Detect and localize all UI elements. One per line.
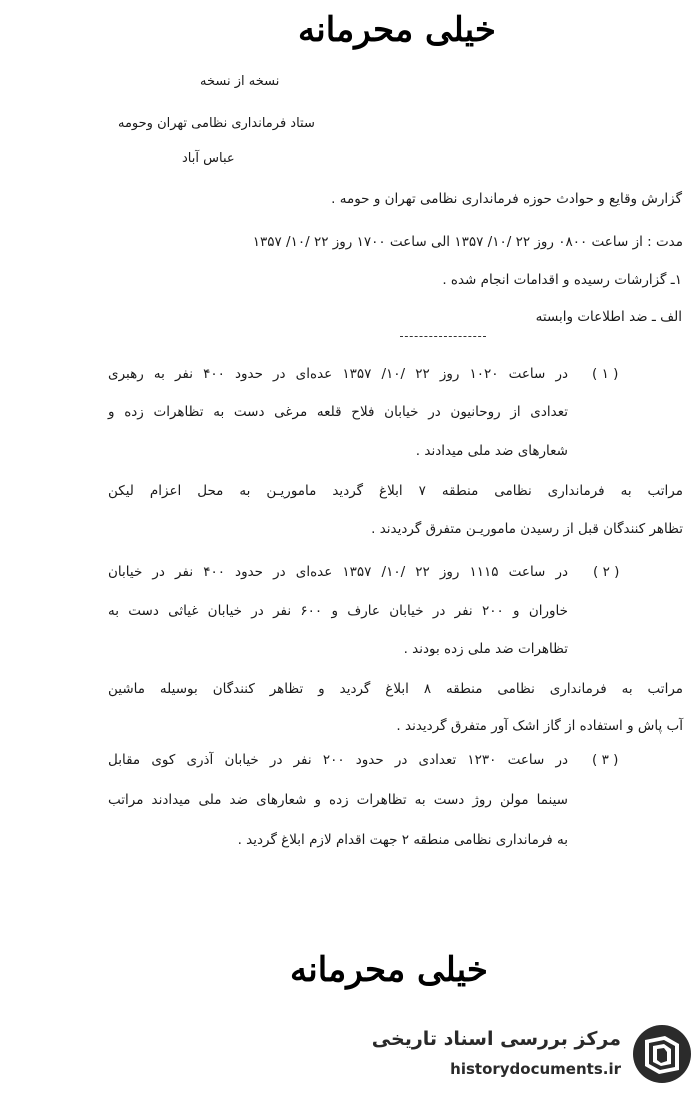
subject-line: گزارش وقایع و حوادث حوزه فرمانداری نظامی تهران و حومه . [331, 191, 682, 207]
item-3-number: ( ۳ ) [592, 752, 619, 768]
classification-stamp-top: خیلی محرمانه [298, 10, 496, 50]
section-1-heading: ۱ـ گزارشات رسیده و اقدامات انجام شده . [442, 272, 682, 288]
location-line: عباس آباد [182, 151, 235, 166]
item-1-line-3: شعارهای ضد ملی میدادند . [415, 443, 568, 459]
item-1-line-1: در ساعت ۱۰۲۰ روز ۲۲ /۱۰/ ۱۳۵۷ عده‌ای در حدود ۴۰۰ نفر به رهبری [108, 366, 569, 382]
copy-number-line: نسخه از نسخه [200, 74, 280, 89]
item-2-line-5: آب پاش و استفاده از گاز اشک آور متفرق گردیدند . [396, 718, 683, 734]
book-page-logo-icon [631, 1022, 693, 1086]
item-2-line-4: مراتب به فرمانداری نظامی منطقه ۸ ابلاغ گردید و تظاهر کنندگان بوسیله ماشین [108, 681, 683, 697]
item-1-line-5: تظاهر کنندگان قبل از رسیدن ماموریـن متفرق گردیدند . [371, 521, 683, 537]
section-a-heading: الف ـ ضد اطلاعات وابسته [535, 309, 682, 325]
item-2-line-3: تظاهرات ضد ملی زده بودند . [403, 641, 568, 657]
item-1-line-4: مراتب به فرمانداری نظامی منطقه ۷ ابلاغ گردید ماموریـن به محل اعزام لیکن [108, 483, 683, 499]
item-3-line-1: در ساعت ۱۲۳۰ تعدادی در حدود ۲۰۰ نفر در خیابان آذری کوی مقابل [108, 752, 568, 768]
item-2-line-2: خاوران و ۲۰۰ نفر در خیابان عارف و ۶۰۰ نفر در خیابان غیاثی دست به [108, 603, 568, 619]
watermark-title: مرکز بررسی اسناد تاریخی [371, 1028, 621, 1050]
watermark-url: historydocuments.ir [450, 1060, 621, 1078]
recipient-line: ستاد فرمانداری نظامی تهران وحومه [118, 116, 315, 131]
item-1-line-2: تعدادی از روحانیون در خیابان فلاح قلعه مرغی دست به تظاهرات زده و [108, 404, 568, 420]
item-3-line-3: به فرمانداری نظامی منطقه ۲ جهت اقدام لازم ابلاغ گردید . [237, 832, 568, 848]
classification-stamp-bottom: خیلی محرمانه [290, 950, 488, 990]
item-3-line-2: سینما مولن روژ دست به تظاهرات زده و شعارهای ضد ملی میدادند مراتب [108, 792, 568, 808]
section-a-underline [400, 336, 486, 337]
archive-watermark [371, 1020, 693, 1090]
period-line: مدت : از ساعت ۰۸۰۰ روز ۲۲ /۱۰/ ۱۳۵۷ الی ساعت ۱۷۰۰ روز ۲۲ /۱۰/ ۱۳۵۷ [252, 234, 683, 250]
item-1-number: ( ۱ ) [592, 366, 619, 382]
item-2-line-1: در ساعت ۱۱۱۵ روز ۲۲ /۱۰/ ۱۳۵۷ عده‌ای در حدود ۴۰۰ نفر در خیابان [108, 564, 568, 580]
item-2-number: ( ۲ ) [593, 564, 620, 580]
